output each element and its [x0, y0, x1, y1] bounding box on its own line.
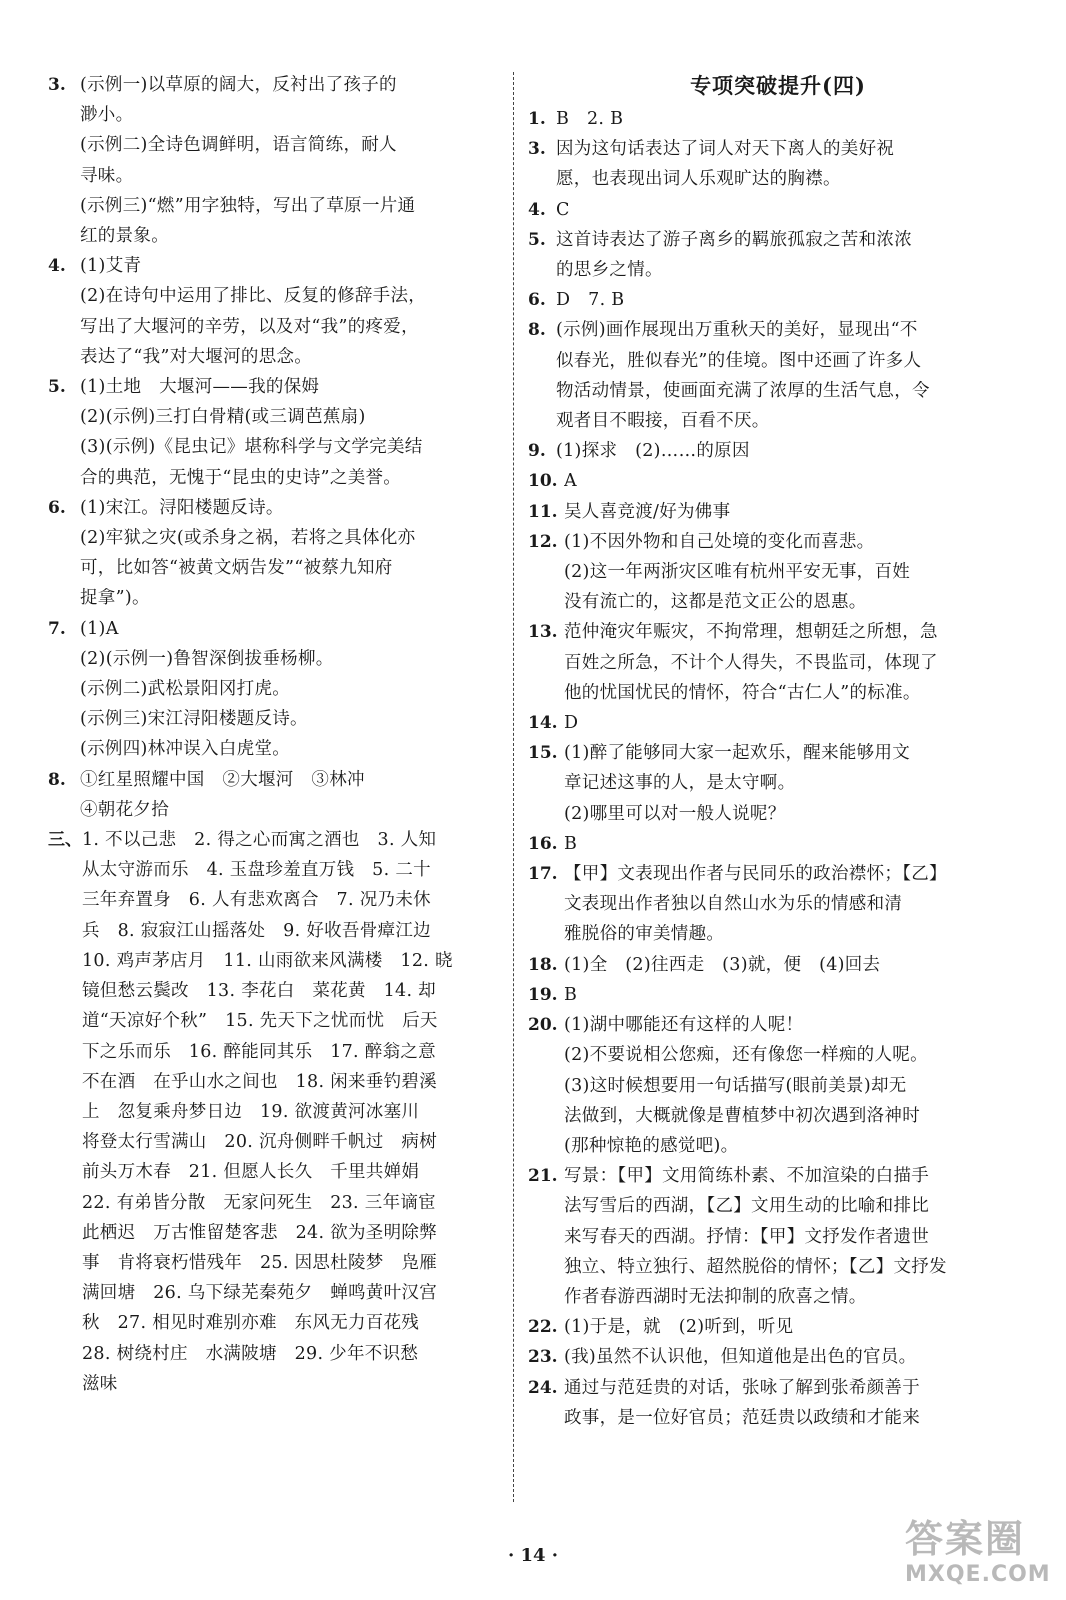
- answer-line: C: [556, 199, 570, 220]
- answer-line: B: [564, 833, 578, 854]
- answer-line: 秋 27. 相见时难别亦难 东风无力百花残: [82, 1313, 420, 1334]
- answer-number: 11.: [528, 501, 558, 522]
- answer-item: [528, 1010, 1028, 1161]
- answer-line: 写景：【甲】文用简练朴素、不加渲染的白描手: [564, 1166, 930, 1187]
- answer-number: 5.: [528, 229, 546, 250]
- answer-number: 21.: [528, 1166, 558, 1187]
- answer-line: (1)宋江。浔阳楼题反诗。: [80, 497, 284, 518]
- answer-text: [564, 527, 1028, 618]
- answer-line: A: [564, 471, 577, 492]
- answer-text: [80, 614, 508, 765]
- answer-line: 10. 鸡声茅店月 11. 山雨欲来风满楼 12. 晓: [82, 950, 453, 971]
- answer-line: 政事，是一位好官员；范廷贵以政绩和才能来: [564, 1407, 920, 1428]
- answer-line: 将登太行雪满山 20. 沉舟侧畔千帆过 病树: [82, 1132, 437, 1153]
- answer-line: 文表现出作者独以自然山水为乐的情感和清: [564, 894, 903, 915]
- answer-text: [564, 1161, 1028, 1312]
- answer-number: 23.: [528, 1347, 558, 1368]
- answer-item: [528, 527, 1028, 618]
- answer-line: (示例一)以草原的阔大，反衬出了孩子的: [80, 75, 397, 95]
- answer-line: 写出了大堰河的辛劳，以及对“我”的疼爱，: [80, 316, 419, 337]
- answer-line: 22. 有弟皆分散 无家问死生 23. 三年谪宦: [82, 1192, 436, 1213]
- answer-number: 6.: [48, 497, 66, 518]
- watermark-logo-text: 答案圈: [905, 1517, 1026, 1561]
- answer-line: (1)不因外物和自己处境的变化而喜悲。: [564, 531, 875, 552]
- answer-line: (2)不要说相公您痴，还有像您一样痴的人呢。: [564, 1045, 928, 1066]
- answer-number: 7.: [48, 618, 66, 639]
- answer-line: (示例二)武松景阳冈打虎。: [80, 679, 291, 700]
- answer-line: 似春光，胜似春光”的佳境。图中还画了许多人: [556, 350, 922, 371]
- answer-number: 8.: [48, 769, 66, 790]
- answer-item: [528, 980, 1028, 1010]
- answer-line: D: [564, 713, 579, 734]
- answer-line: (示例四)林冲误入白虎堂。: [80, 739, 291, 760]
- right-column: [528, 70, 1028, 1433]
- answer-number: 4.: [528, 199, 546, 220]
- answer-text: [556, 285, 1028, 315]
- answer-text: [82, 825, 508, 1399]
- answer-line: ④朝花夕拾: [80, 799, 169, 820]
- answer-line: D 7. B: [556, 290, 625, 311]
- answer-text: [556, 436, 1028, 466]
- answer-line: (示例三)宋江浔阳楼题反诗。: [80, 709, 308, 730]
- answer-text: [564, 738, 1028, 829]
- answer-text: [564, 617, 1028, 708]
- answer-line: (1)湖中哪能还有这样的人呢！: [564, 1015, 804, 1036]
- answer-number: 6.: [528, 290, 546, 311]
- answer-item: [528, 497, 1028, 527]
- answer-line: (2)在诗句中运用了排比、反复的修辞手法，: [80, 286, 427, 307]
- answer-line: 兵 8. 寂寂江山摇落处 9. 好收吾骨瘴江边: [82, 920, 431, 941]
- answer-item: [528, 315, 1028, 436]
- answer-text: [556, 104, 1028, 134]
- answer-line: 道“天凉好个秋” 15. 先天下之忧而忧 后天: [82, 1011, 438, 1032]
- answer-text: [80, 372, 508, 493]
- answer-line: 三年弃置身 6. 人有悲欢离合 7. 况乃未休: [82, 890, 431, 911]
- answer-line: (1)于是，就 (2)听到，听见: [564, 1317, 794, 1338]
- answer-line: (1)艾青: [80, 256, 142, 277]
- answer-number: 10.: [528, 471, 558, 492]
- watermark-domain: MXQE.COM: [905, 1562, 1051, 1587]
- answer-text: [564, 829, 1028, 859]
- answer-number: 3.: [528, 139, 546, 160]
- answer-line: 章记述这事的人，是太守啊。: [564, 773, 796, 794]
- answer-line: (1)全 (2)往西走 (3)就，便 (4)回去: [564, 954, 881, 975]
- answer-line: 此栖迟 万古惟留楚客悲 24. 欲为圣明除弊: [82, 1222, 437, 1243]
- answer-line: (1)探求 (2)……的原因: [556, 441, 750, 462]
- answer-line: (3)这时候想要用一句话描写(眼前美景)却无: [564, 1075, 907, 1096]
- answer-line: 不在酒 在乎山水之间也 18. 闲来垂钓碧溪: [82, 1071, 437, 1092]
- answer-line: 镜但愁云鬓改 13. 李花白 菜花黄 14. 却: [82, 981, 436, 1002]
- answer-item: [48, 70, 508, 251]
- answer-line: 捉拿”)。: [80, 588, 150, 609]
- answer-line: 法写雪后的西湖，【乙】文用生动的比喻和排比: [564, 1196, 930, 1217]
- answer-item: [528, 1373, 1028, 1433]
- answer-number: 22.: [528, 1317, 558, 1338]
- answer-text: [556, 225, 1028, 285]
- answer-line: 雅脱俗的审美情趣。: [564, 924, 725, 945]
- answer-line: 愿，也表现出词人乐观旷达的胸襟。: [556, 169, 841, 190]
- answer-item: [528, 195, 1028, 225]
- answer-text: [564, 950, 1028, 980]
- answer-number: 3.: [48, 75, 66, 95]
- answer-line: 百姓之所急，不计个人得失，不畏监司，体现了: [564, 652, 938, 673]
- answer-line: (那种惊艳的感觉吧)。: [564, 1135, 739, 1156]
- answer-line: 上 忽复乘舟梦日边 19. 欲渡黄河冰塞川: [82, 1101, 420, 1122]
- answer-line: (示例)画作展现出万重秋天的美好，显现出“不: [556, 320, 918, 341]
- answer-text: [564, 1010, 1028, 1161]
- answer-number: 13.: [528, 622, 558, 643]
- column-divider: [513, 72, 514, 1502]
- section-three-fill-in: [48, 825, 508, 1399]
- answer-item: [528, 617, 1028, 708]
- answer-number: 8.: [528, 320, 546, 341]
- answer-line: 作者春游西湖时无法抑制的欣喜之情。: [564, 1286, 867, 1307]
- answer-number: 20.: [528, 1015, 558, 1036]
- answer-line: 下之乐而乐 16. 醉能同其乐 17. 醉翁之意: [82, 1041, 436, 1062]
- answer-number: 24.: [528, 1377, 558, 1398]
- left-column: [48, 70, 508, 1399]
- answer-text: [564, 497, 1028, 527]
- answer-number: 三、: [48, 830, 82, 851]
- answer-line: (1)醉了能够同大家一起欢乐，醒来能够用文: [564, 743, 911, 764]
- answer-item: [48, 493, 508, 614]
- answer-item: [528, 1342, 1028, 1372]
- answer-line: 吴人喜竞渡/好为佛事: [564, 501, 731, 522]
- answer-text: [564, 1342, 1028, 1372]
- answer-line: 通过与范廷贵的对话，张咏了解到张希颜善于: [564, 1377, 920, 1398]
- answer-item: [528, 829, 1028, 859]
- answer-text: [564, 708, 1028, 738]
- answer-line: 来写春天的西湖。抒情：【甲】文抒发作者遗世: [564, 1226, 930, 1247]
- answer-number: 18.: [528, 954, 558, 975]
- answer-line: (1)土地 大堰河——我的保姆: [80, 377, 320, 398]
- answer-text: [80, 765, 508, 825]
- answer-text: [556, 315, 1028, 436]
- answer-number: 17.: [528, 864, 558, 885]
- answer-item: [48, 614, 508, 765]
- answer-line: (1)A: [80, 618, 119, 639]
- answer-line: 他的忧国忧民的情怀，符合“古仁人”的标准。: [564, 682, 921, 703]
- answer-number: 19.: [528, 984, 558, 1005]
- answer-line: 从太守游而乐 4. 玉盘珍羞直万钱 5. 二十: [82, 860, 431, 881]
- answer-line: 可，比如答“被黄文炳告发”“被蔡九知府: [80, 558, 393, 579]
- answer-line: 寻味。: [80, 165, 134, 186]
- answer-line: (3)(示例)《昆虫记》堪称科学与文学完美结: [80, 437, 423, 458]
- answer-item: [48, 372, 508, 493]
- answer-line: 的思乡之情。: [556, 260, 663, 281]
- watermark: [905, 1515, 1055, 1595]
- answer-line: B: [564, 984, 578, 1005]
- answer-number: 1.: [528, 109, 546, 129]
- answer-line: 因为这句话表达了词人对天下离人的美好祝: [556, 139, 895, 160]
- answer-line: 满回塘 26. 乌下绿芜秦苑夕 蝉鸣黄叶汉宫: [82, 1283, 437, 1304]
- answer-text: [80, 70, 508, 251]
- answer-line: 1. 不以己悲 2. 得之心而寓之酒也 3. 人知: [82, 830, 437, 851]
- answer-line: 范仲淹灾年赈灾，不拘常理，想朝廷之所想，急: [564, 622, 938, 643]
- answer-line: 【甲】文表现出作者与民同乐的政治襟怀；【乙】: [564, 864, 947, 885]
- answer-line: ①红星照耀中国 ②大堰河 ③林冲: [80, 769, 365, 790]
- answer-item: [528, 950, 1028, 980]
- answer-number: 4.: [48, 256, 66, 277]
- answer-number: 9.: [528, 441, 546, 462]
- answer-list-right: [528, 104, 1028, 1433]
- answer-number: 5.: [48, 377, 66, 398]
- answer-line: (2)这一年两浙灾区唯有杭州平安无事，百姓: [564, 562, 911, 583]
- answer-line: 观者目不暇接，百看不厌。: [556, 411, 770, 432]
- answer-text: [80, 493, 508, 614]
- answer-item: [528, 708, 1028, 738]
- answer-line: 渺小。: [80, 105, 134, 126]
- answer-line: (2)哪里可以对一般人说呢？: [564, 803, 786, 824]
- answer-number: 15.: [528, 743, 558, 764]
- answer-text: [556, 195, 1028, 225]
- answer-line: (示例三)“燃”用字独特，写出了草原一片通: [80, 195, 416, 216]
- answer-item: [528, 1312, 1028, 1342]
- answer-text: [556, 134, 1028, 194]
- answer-item: [528, 859, 1028, 950]
- answer-text: [564, 1373, 1028, 1433]
- answer-line: 事 肯将衰朽惜残年 25. 因思杜陵梦 凫雁: [82, 1252, 437, 1273]
- answer-line: (2)(示例)三打白骨精(或三调芭蕉扇): [80, 407, 366, 428]
- answer-line: (2)牢狱之灾(或杀身之祸，若将之具体化亦: [80, 528, 416, 549]
- page-number: · 14 ·: [507, 1545, 559, 1566]
- answer-line: 前头万木春 21. 但愿人长久 千里共婵娟: [82, 1162, 420, 1183]
- answer-line: (我)虽然不认识他，但知道他是出色的官员。: [564, 1347, 917, 1368]
- answer-line: 滋味: [82, 1373, 118, 1394]
- answer-item: [48, 251, 508, 372]
- answer-text: [80, 251, 508, 372]
- answer-text: [564, 466, 1028, 496]
- answer-line: 没有流亡的，这都是范文正公的恩惠。: [564, 592, 867, 613]
- answer-line: 这首诗表达了游子离乡的羁旅孤寂之苦和浓浓: [556, 229, 912, 250]
- answer-number: 12.: [528, 531, 558, 552]
- answer-item: [528, 436, 1028, 466]
- answer-item: [528, 285, 1028, 315]
- answer-number: 16.: [528, 833, 558, 854]
- answer-line: (示例二)全诗色调鲜明，语言简练，耐人: [80, 135, 397, 156]
- answer-line: 红的景象。: [80, 226, 169, 247]
- answer-item: [48, 765, 508, 825]
- answer-text: [564, 980, 1028, 1010]
- answer-text: [564, 859, 1028, 950]
- answer-item: [528, 104, 1028, 134]
- answer-item: [528, 225, 1028, 285]
- answer-item: [528, 738, 1028, 829]
- answer-line: 表达了“我”对大堰河的思念。: [80, 346, 313, 367]
- answer-line: B 2. B: [556, 109, 624, 129]
- answer-item: [528, 134, 1028, 194]
- answer-line: (2)(示例一)鲁智深倒拔垂杨柳。: [80, 648, 334, 669]
- answer-line: 合的典范，无愧于“昆虫的史诗”之美誉。: [80, 467, 402, 488]
- answer-item: [528, 466, 1028, 496]
- answer-line: 物活动情景，使画面充满了浓厚的生活气息，令: [556, 380, 930, 401]
- section-title: 专项突破提升(四): [690, 73, 866, 98]
- answer-line: 法做到，大概就像是曹植梦中初次遇到洛神时: [564, 1105, 920, 1126]
- answer-number: 14.: [528, 713, 558, 734]
- answer-line: 28. 树绕村庄 水满陂塘 29. 少年不识愁: [82, 1343, 419, 1364]
- answer-line: 独立、特立独行、超然脱俗的情怀；【乙】文抒发: [564, 1256, 947, 1277]
- answer-item: [528, 1161, 1028, 1312]
- answer-text: [564, 1312, 1028, 1342]
